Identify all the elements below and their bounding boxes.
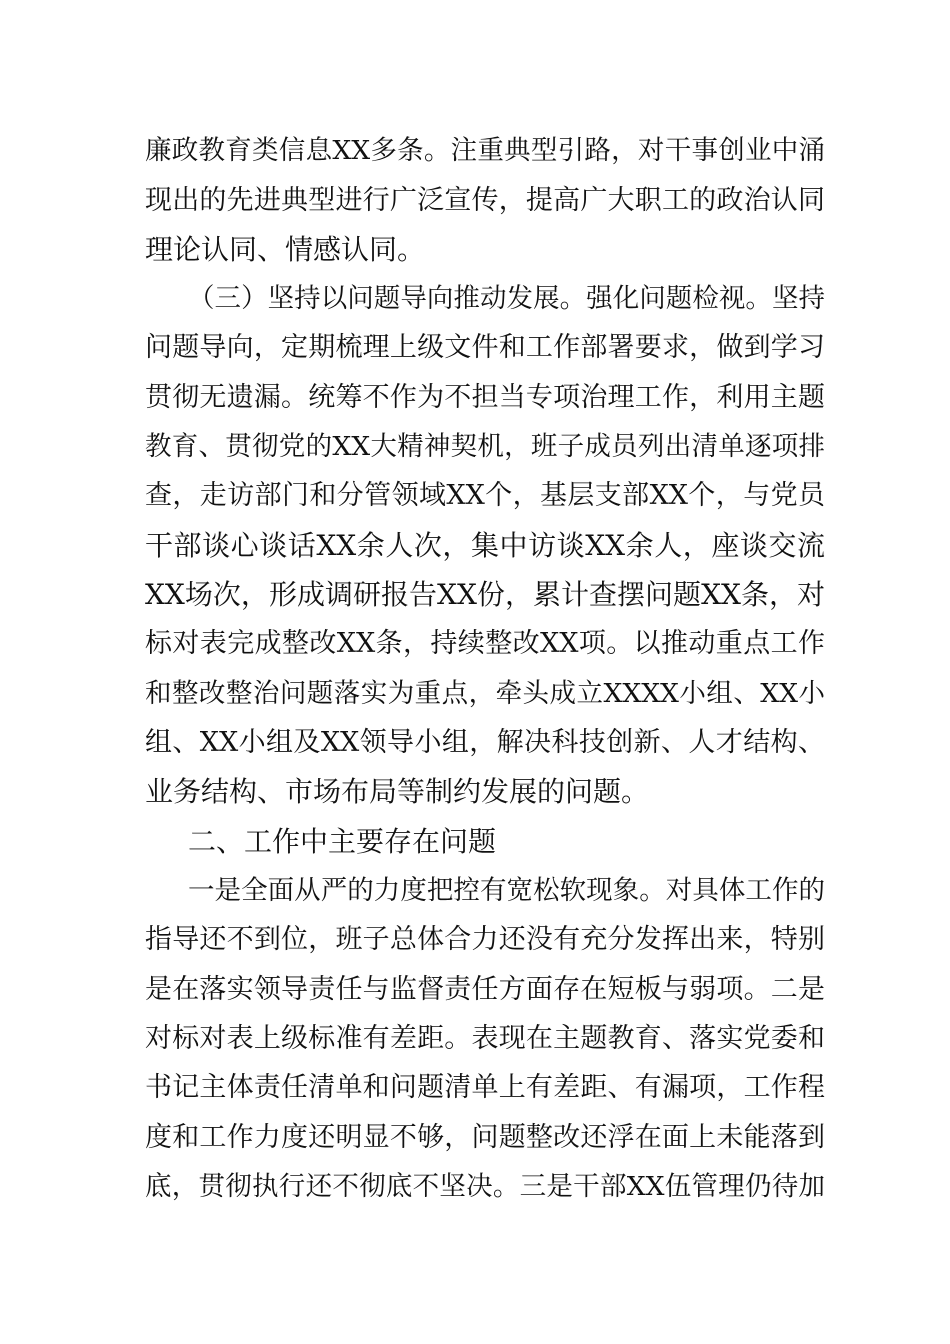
section-title: 二、工作中主要存在问题: [188, 825, 497, 858]
text-line: 底，贯彻执行还不彻底不坚决。三是干部XX伍管理仍待加: [145, 1171, 825, 1202]
text-line: 问题导向，定期梳理上级文件和工作部署要求，做到学习: [145, 332, 825, 363]
text-line: 一是全面从严的力度把控有宽松软现象。对具体工作的: [188, 875, 825, 906]
text-line: 对标对表上级标准有差距。表现在主题教育、落实党委和: [145, 1023, 825, 1054]
section-heading-line: （三）坚持以问题导向推动发展。强化问题检视。坚持: [188, 283, 825, 314]
text-line: 指导还不到位，班子总体合力还没有充分发挥出来，特别: [145, 924, 825, 955]
text-line: 教育、贯彻党的XX大精神契机，班子成员列出清单逐项排: [145, 431, 825, 462]
text-line: 现出的先进典型进行广泛宣传，提高广大职工的政治认同: [145, 185, 825, 216]
text-line: 组、XX小组及XX领导小组，解决科技创新、人才结构、: [145, 727, 825, 758]
text-line: 廉政教育类信息XX多条。注重典型引路，对干事创业中涌: [145, 135, 825, 166]
text-line: 和整改整治问题落实为重点，牵头成立XXXX小组、XX小: [145, 678, 825, 709]
text-line: 业务结构、市场布局等制约发展的问题。: [145, 775, 650, 808]
text-line: 标对表完成整改XX条，持续整改XX项。以推动重点工作: [145, 628, 825, 659]
text-line: 度和工作力度还明显不够，问题整改还浮在面上未能落到: [145, 1122, 825, 1153]
text-line: 贯彻无遗漏。统筹不作为不担当专项治理工作，利用主题: [145, 382, 825, 413]
text-line: 理论认同、情感认同。: [145, 233, 426, 266]
text-line: 查，走访部门和分管领域XX个，基层支部XX个，与党员: [145, 480, 825, 511]
text-line: 是在落实领导责任与监督责任方面存在短板与弱项。二是: [145, 974, 825, 1005]
text-line: 书记主体责任清单和问题清单上有差距、有漏项，工作程: [145, 1072, 825, 1103]
text-line: XX场次，形成调研报告XX份，累计查摆问题XX条，对: [145, 578, 825, 611]
text-line: 干部谈心谈话XX余人次，集中访谈XX余人，座谈交流: [145, 529, 825, 562]
